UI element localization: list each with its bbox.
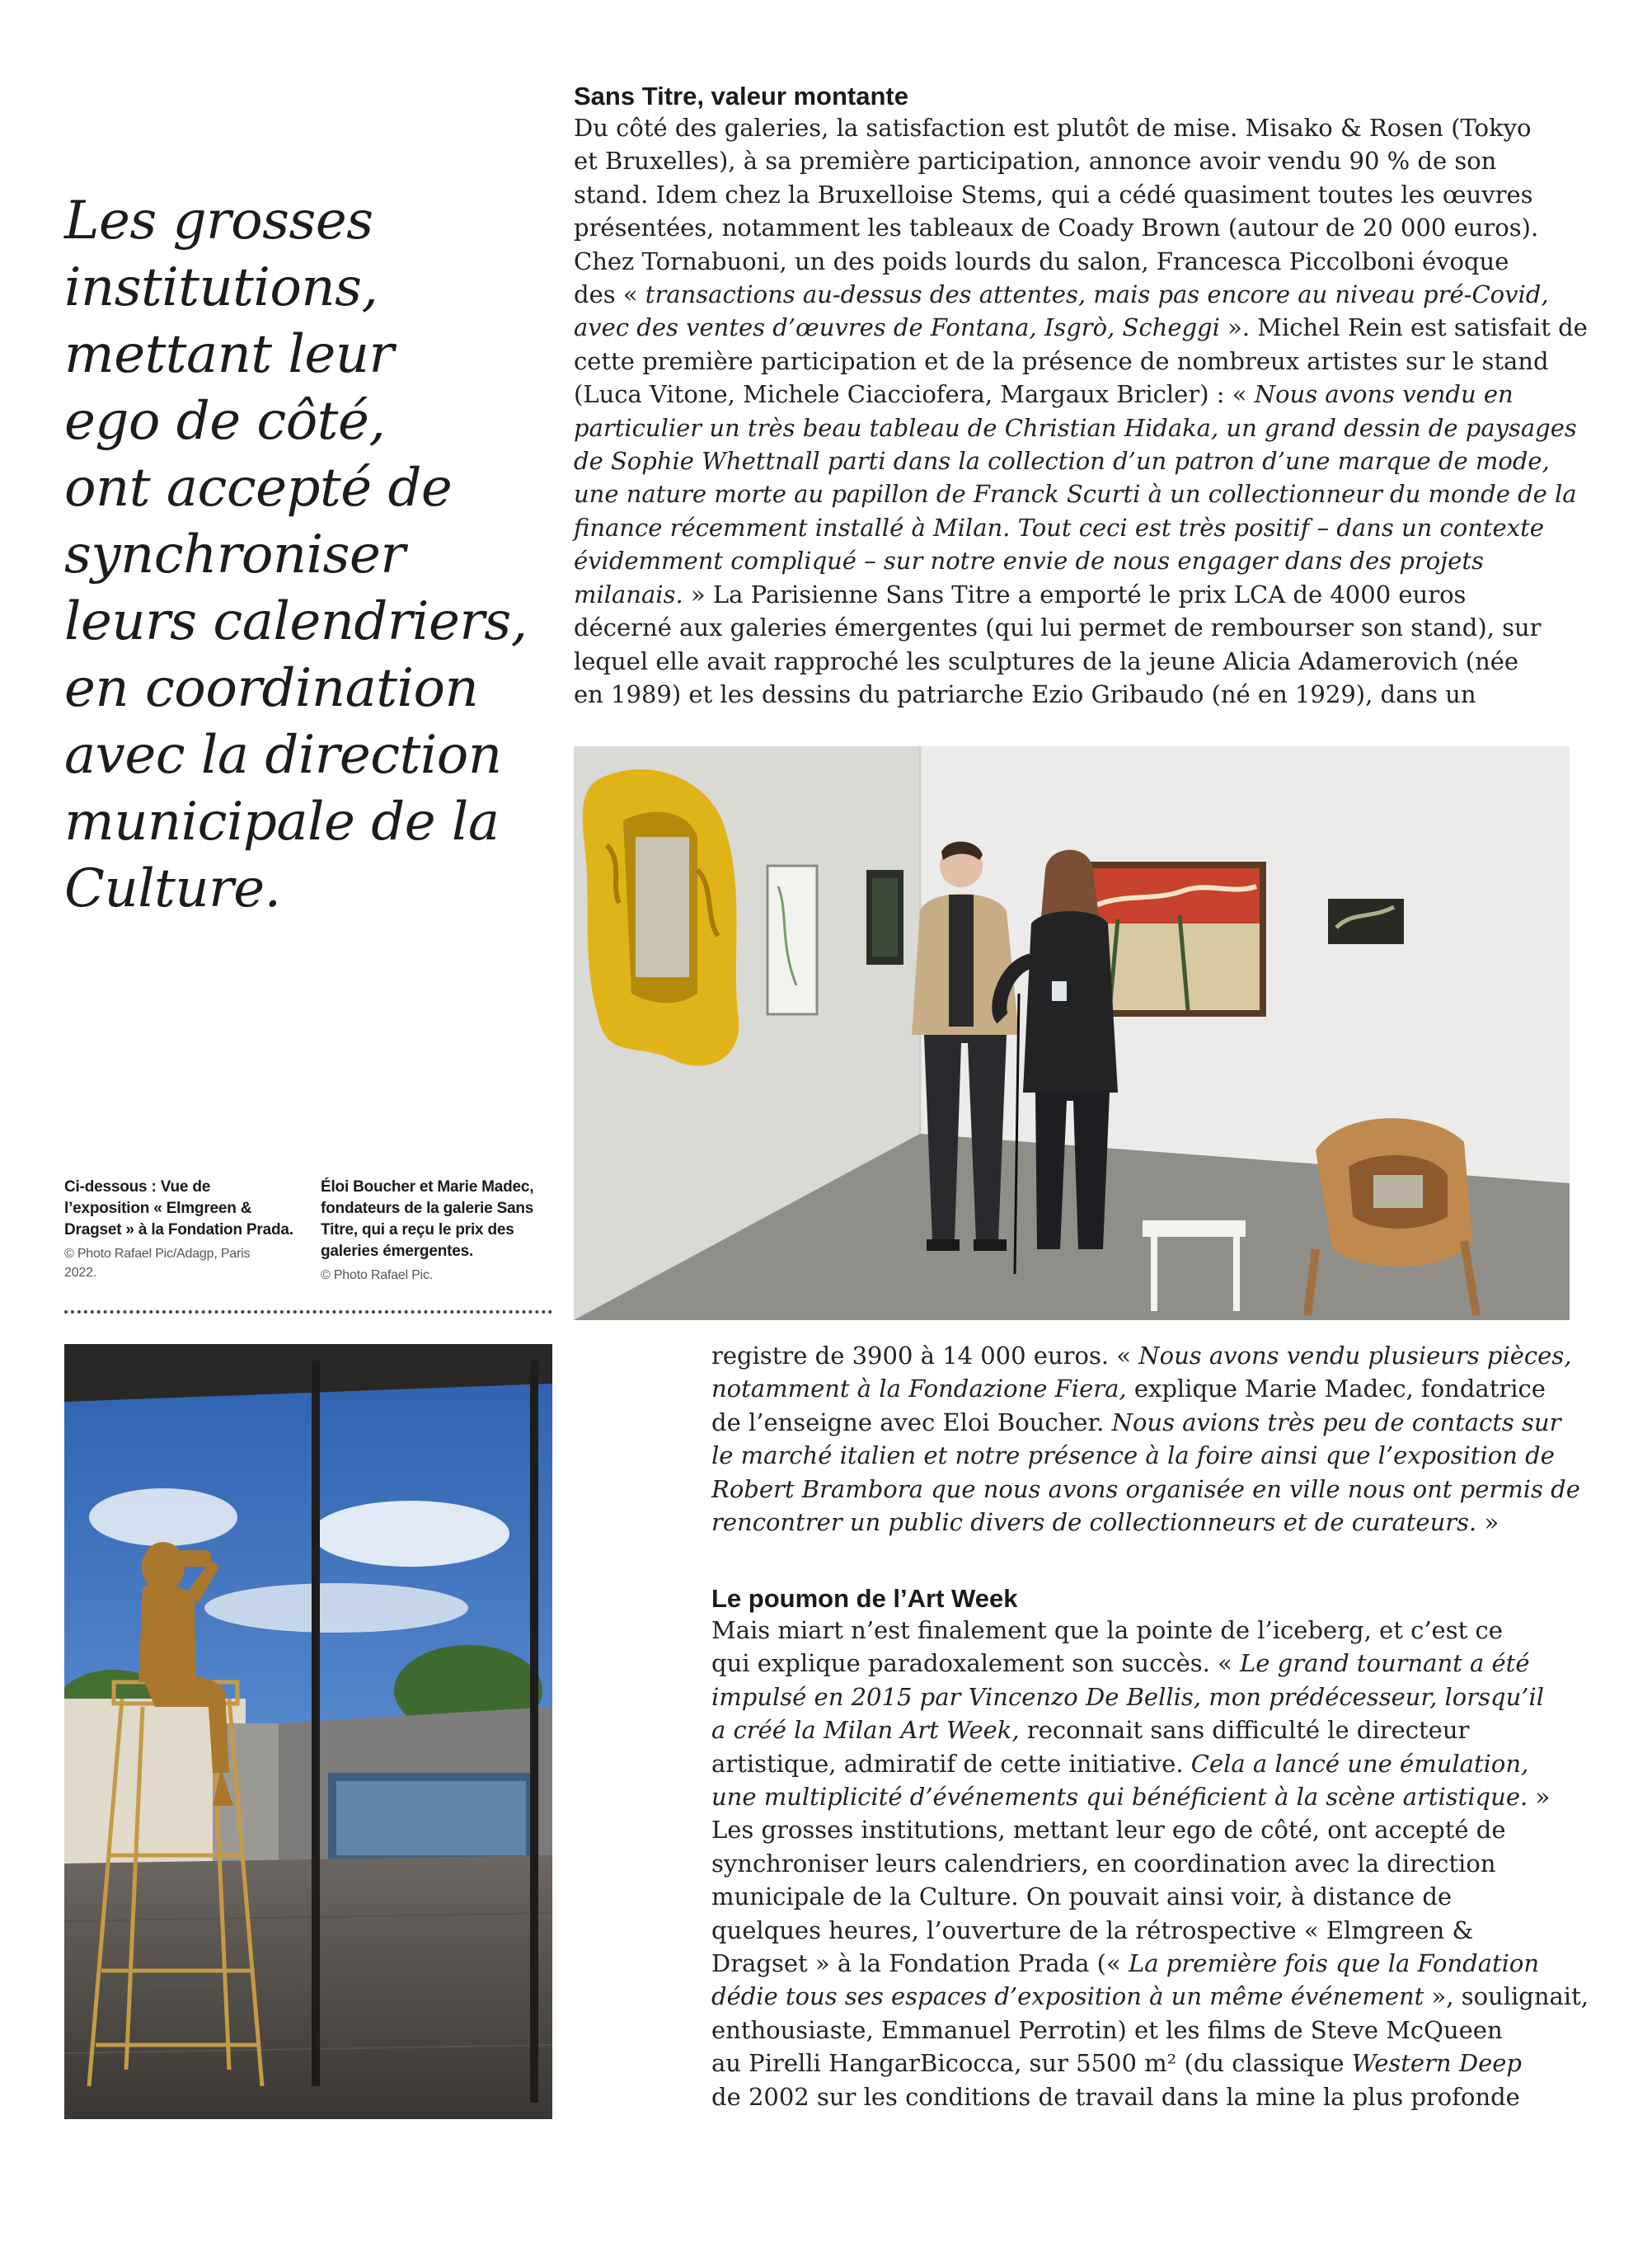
text-run: lequel elle avait rapproché les sculptures de la jeune Alicia Adamerovich (née	[574, 646, 1519, 675]
credit-sans-titre	[321, 1266, 560, 1285]
text-line	[711, 2080, 1585, 2113]
text-line	[574, 278, 1579, 311]
text-run: de l’enseigne avec Eloi Boucher.	[711, 1408, 1112, 1436]
text-run: Du côté des galeries, la satisfaction est plutôt de mise. Misako & Rosen (Tokyo	[574, 114, 1532, 142]
caption-line: Ci-dessous : Vue de	[64, 1178, 211, 1196]
text-line	[711, 1339, 1585, 1372]
pull-quote-line: institutions,	[64, 257, 378, 318]
italic-quote: Le grand tournant a été	[1240, 1649, 1530, 1678]
caption-divider	[64, 1310, 552, 1314]
text-run: (Luca Vitone, Michele Ciacciofera, Margaux Bricler) : «	[574, 380, 1255, 409]
pull-quote-line: leurs calendriers,	[64, 591, 528, 652]
italic-quote: Cela a lancé une émulation,	[1190, 1749, 1529, 1778]
gallery-booth-photo	[574, 746, 1570, 1320]
text-run: décerné aux galeries émergentes (qui lui permet de rembourser son stand), sur	[574, 613, 1542, 642]
text-run: quelques heures, l’ouverture de la rétrospective « Elmgreen &	[711, 1915, 1474, 1944]
text-run: des «	[574, 280, 645, 309]
text-line	[711, 1813, 1585, 1846]
caption-line: galeries émergentes.	[321, 1243, 474, 1260]
text-line	[711, 1914, 1585, 1947]
text-line	[574, 611, 1579, 644]
text-run: registre de 3900 à 14 000 euros. «	[711, 1342, 1139, 1370]
article-column-section2	[711, 1614, 1589, 2113]
text-line	[574, 211, 1579, 244]
text-run: »	[1528, 1783, 1551, 1812]
caption-line: Titre, qui a reçu le prix des	[321, 1221, 514, 1239]
pull-quote	[64, 188, 542, 923]
text-line	[711, 1947, 1585, 1980]
text-run: ». Michel Rein est satisfait de	[1219, 313, 1588, 342]
article-column-bottom	[711, 1339, 1585, 1539]
text-line	[711, 1780, 1585, 1813]
text-run: municipale de la Culture. On pouvait ainsi voir, à distance de	[711, 1882, 1453, 1911]
pull-quote-line: mettant leur	[64, 324, 394, 385]
text-line	[711, 2047, 1585, 2080]
italic-quote: Nous avons vendu plusieurs pièces,	[1138, 1342, 1572, 1370]
text-line	[711, 1372, 1585, 1405]
text-line	[711, 1614, 1585, 1647]
text-run: de 2002 sur les conditions de travail dans la mine la plus profonde	[711, 2082, 1520, 2111]
text-line	[711, 1439, 1585, 1472]
pull-quote-line: avec la direction	[64, 725, 502, 786]
text-line	[711, 1713, 1585, 1746]
italic-quote: Nous avons vendu en	[1254, 380, 1514, 409]
text-line	[711, 1980, 1589, 2013]
text-line	[574, 511, 1579, 544]
italic-quote: de Sophie Whettnall parti dans la collection d’un patron d’une marque de mode,	[574, 447, 1550, 476]
caption-line: © Photo Rafael Pic.	[321, 1268, 434, 1282]
text-run: synchroniser leurs calendriers, en coordination avec la direction	[711, 1849, 1496, 1878]
pull-quote-line: en coordination	[64, 658, 479, 719]
caption-line: © Photo Rafael Pic/Adagp, Paris	[64, 1247, 251, 1261]
text-line	[711, 1647, 1585, 1680]
text-run: présentées, notamment les tableaux de Coady Brown (autour de 20 000 euros).	[574, 214, 1539, 242]
caption-line: Éloi Boucher et Marie Madec,	[321, 1178, 534, 1196]
caption-line: l’exposition « Elmgreen &	[64, 1200, 252, 1217]
text-run: artistique, admiratif de cette initiative.	[711, 1749, 1191, 1778]
text-line	[711, 1680, 1585, 1713]
text-line	[574, 111, 1579, 144]
text-run: qui explique paradoxalement son succès. «	[711, 1649, 1241, 1678]
text-line	[574, 444, 1579, 477]
italic-quote: Nous avions très peu de contacts sur	[1111, 1408, 1561, 1436]
text-line	[574, 178, 1579, 211]
text-line	[711, 1880, 1585, 1913]
italic-quote: notamment à la Fondazione Fiera,	[711, 1375, 1127, 1403]
text-line	[574, 645, 1579, 678]
credit-prada	[64, 1244, 312, 1282]
italic-quote: rencontrer un public divers de collectionneurs et de curateurs.	[711, 1508, 1477, 1537]
text-line	[574, 578, 1579, 611]
prada-sculpture-photo	[64, 1344, 552, 2119]
italic-quote: une nature morte au papillon de Franck Scurti à un collectionneur du monde de la	[574, 480, 1577, 509]
text-line	[574, 544, 1579, 577]
text-line	[711, 1473, 1585, 1506]
text-run: et Bruxelles), à sa première participation, annonce avoir vendu 90 % de son	[574, 147, 1497, 176]
text-run: Dragset » à la Fondation Prada («	[711, 1949, 1129, 1978]
italic-quote: Robert Brambora que nous avons organisée en ville nous ont permis de	[711, 1474, 1580, 1503]
caption-line: Dragset » à la Fondation Prada.	[64, 1221, 293, 1239]
text-run: Mais miart n’est finalement que la pointe de l’iceberg, et c’est ce	[711, 1616, 1503, 1644]
text-line	[574, 678, 1579, 711]
text-run: reconnait sans difficulté le directeur	[1019, 1716, 1470, 1745]
text-line	[711, 1747, 1585, 1780]
text-line	[574, 144, 1579, 177]
text-line	[711, 1406, 1585, 1439]
italic-quote: évidemment compliqué – sur notre envie de nous engager dans des projets	[574, 547, 1484, 576]
pull-quote-line: Culture.	[64, 858, 281, 919]
text-line	[574, 378, 1579, 411]
italic-quote: une multiplicité d’événements qui bénéficient à la scène artistique.	[711, 1783, 1528, 1812]
caption-prada	[64, 1177, 312, 1282]
pull-quote-line: ont accepté de	[64, 458, 453, 519]
text-run: au Pirelli HangarBicocca, sur 5500 m² (du classique	[711, 2049, 1352, 2078]
text-line	[574, 345, 1579, 378]
italic-quote: finance récemment installé à Milan. Tout ceci est très positif – dans un contexte	[574, 513, 1544, 542]
pull-quote-line: municipale de la	[64, 792, 500, 853]
text-run: explique Marie Madec, fondatrice	[1126, 1375, 1546, 1403]
section-heading-poumon: Le poumon de l’Art Week	[711, 1584, 1018, 1613]
section-heading-sans-titre: Sans Titre, valeur montante	[574, 82, 908, 110]
pull-quote-line: synchroniser	[64, 524, 406, 585]
text-line	[574, 245, 1579, 278]
italic-quote: Western Deep	[1351, 2049, 1522, 2078]
text-run: stand. Idem chez la Bruxelloise Stems, qui a cédé quasiment toutes les œuvres	[574, 180, 1533, 209]
text-line	[711, 1847, 1585, 1880]
pull-quote-line: ego de côté,	[64, 391, 386, 452]
text-run: », soulignait,	[1424, 1982, 1589, 2011]
italic-quote: particulier un très beau tableau de Christian Hidaka, un grand dessin de paysages	[574, 413, 1577, 442]
italic-quote: dédie tous ses espaces d’exposition à un même événement	[711, 1982, 1424, 2011]
text-line	[574, 311, 1588, 344]
caption-sans-titre	[321, 1177, 560, 1285]
text-run: Chez Tornabuoni, un des poids lourds du salon, Francesca Piccolboni évoque	[574, 247, 1509, 275]
italic-quote: transactions au-dessus des attentes, mais pas encore au niveau pré-Covid,	[645, 280, 1549, 309]
caption-line: 2022.	[64, 1266, 97, 1280]
article-column-top	[574, 111, 1588, 711]
italic-quote: avec des ventes d’œuvres de Fontana, Isgrò, Scheggi	[574, 313, 1220, 342]
text-line	[574, 411, 1579, 444]
caption-line: fondateurs de la galerie Sans	[321, 1200, 534, 1217]
text-run: cette première participation et de la présence de nombreux artistes sur le stand	[574, 346, 1549, 375]
text-run: enthousiaste, Emmanuel Perrotin) et les films de Steve McQueen	[711, 2015, 1503, 2044]
italic-quote: milanais.	[574, 580, 683, 609]
text-line	[711, 2014, 1585, 2047]
italic-quote: impulsé en 2015 par Vincenzo De Bellis, mon prédécesseur, lorsqu’il	[711, 1682, 1545, 1711]
text-line	[711, 1506, 1585, 1539]
text-run: Les grosses institutions, mettant leur ego de côté, ont accepté de	[711, 1816, 1506, 1845]
text-run: » La Parisienne Sans Titre a emporté le prix LCA de 4000 euros	[683, 580, 1467, 609]
text-run: »	[1476, 1508, 1499, 1537]
italic-quote: a créé la Milan Art Week,	[711, 1716, 1020, 1745]
italic-quote: le marché italien et notre présence à la foire ainsi que l’exposition de	[711, 1441, 1555, 1470]
italic-quote: La première fois que la Fondation	[1128, 1949, 1540, 1978]
text-line	[574, 477, 1579, 510]
text-run: en 1989) et les dessins du patriarche Ezio Gribaudo (né en 1929), dans un	[574, 679, 1476, 708]
pull-quote-line: Les grosses	[64, 190, 373, 251]
